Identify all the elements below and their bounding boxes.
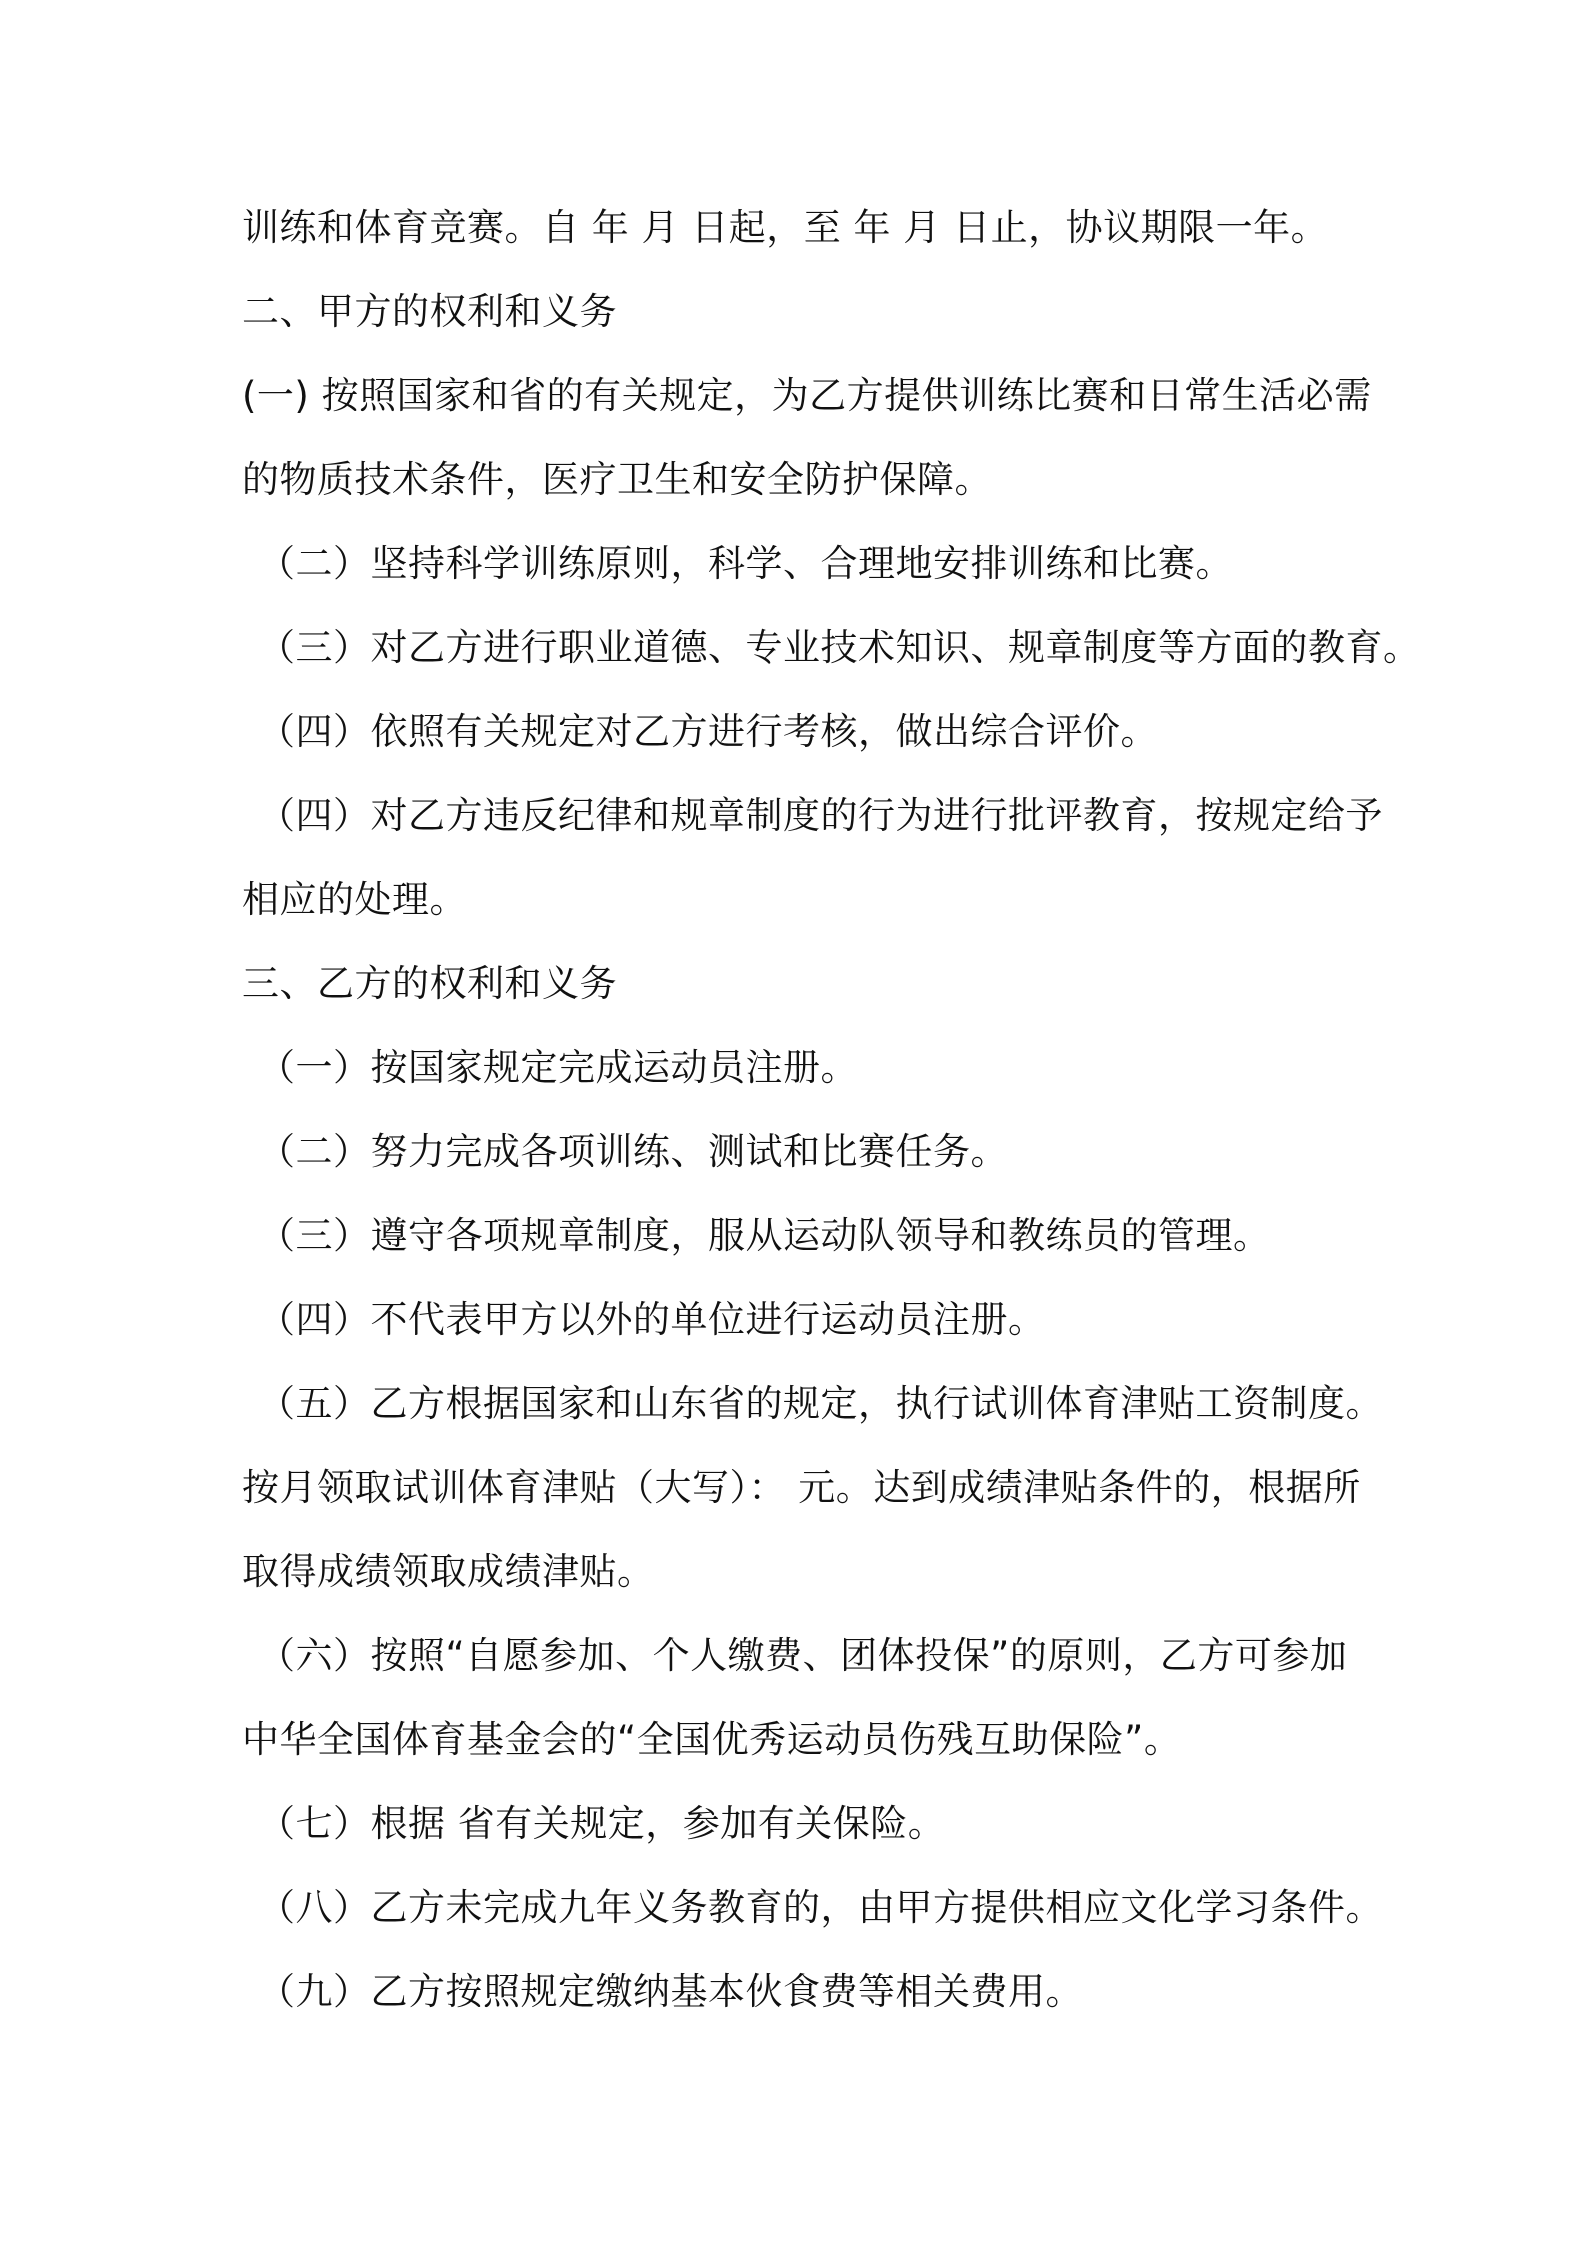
paragraph-line: 中华全国体育基金会的“全国优秀运动员伤残互助保险”。 [242, 1718, 1182, 1761]
paragraph-line: （三）对乙方进行职业道德、专业技术知识、规章制度等方面的教育。 [258, 626, 1421, 669]
paragraph-line: 训练和体育竞赛。自 年 月 日起，至 年 月 日止，协议期限一年。 [242, 206, 1329, 249]
paragraph-line: （二）坚持科学训练原则，科学、合理地安排训练和比赛。 [258, 542, 1233, 585]
section-heading-party-a: 二、甲方的权利和义务 [242, 290, 617, 333]
paragraph-line: 按月领取试训体育津贴（大写）： 元。达到成绩津贴条件的，根据所 [242, 1466, 1361, 1509]
paragraph-line: (一) 按照国家和省的有关规定，为乙方提供训练比赛和日常生活必需 [242, 374, 1372, 417]
paragraph-line: （五）乙方根据国家和山东省的规定，执行试训体育津贴工资制度。 [258, 1382, 1383, 1425]
section-heading-party-b: 三、乙方的权利和义务 [242, 962, 617, 1005]
paragraph-line: （一）按国家规定完成运动员注册。 [258, 1046, 858, 1089]
paragraph-line: 相应的处理。 [242, 878, 467, 921]
paragraph-line: （三）遵守各项规章制度，服从运动队领导和教练员的管理。 [258, 1214, 1271, 1257]
paragraph-line: （四）对乙方违反纪律和规章制度的行为进行批评教育，按规定给予 [258, 794, 1383, 837]
paragraph-line: （六）按照“自愿参加、个人缴费、团体投保”的原则，乙方可参加 [258, 1634, 1348, 1677]
paragraph-line: 的物质技术条件，医疗卫生和安全防护保障。 [242, 458, 992, 501]
paragraph-line: （四）不代表甲方以外的单位进行运动员注册。 [258, 1298, 1046, 1341]
paragraph-line: 取得成绩领取成绩津贴。 [242, 1550, 655, 1593]
paragraph-line: （二）努力完成各项训练、测试和比赛任务。 [258, 1130, 1008, 1173]
paragraph-line: （四）依照有关规定对乙方进行考核，做出综合评价。 [258, 710, 1158, 753]
paragraph-line: （九）乙方按照规定缴纳基本伙食费等相关费用。 [258, 1970, 1083, 2013]
paragraph-line: （七）根据 省有关规定，参加有关保险。 [258, 1802, 946, 1845]
paragraph-line: （八）乙方未完成九年义务教育的，由甲方提供相应文化学习条件。 [258, 1886, 1383, 1929]
